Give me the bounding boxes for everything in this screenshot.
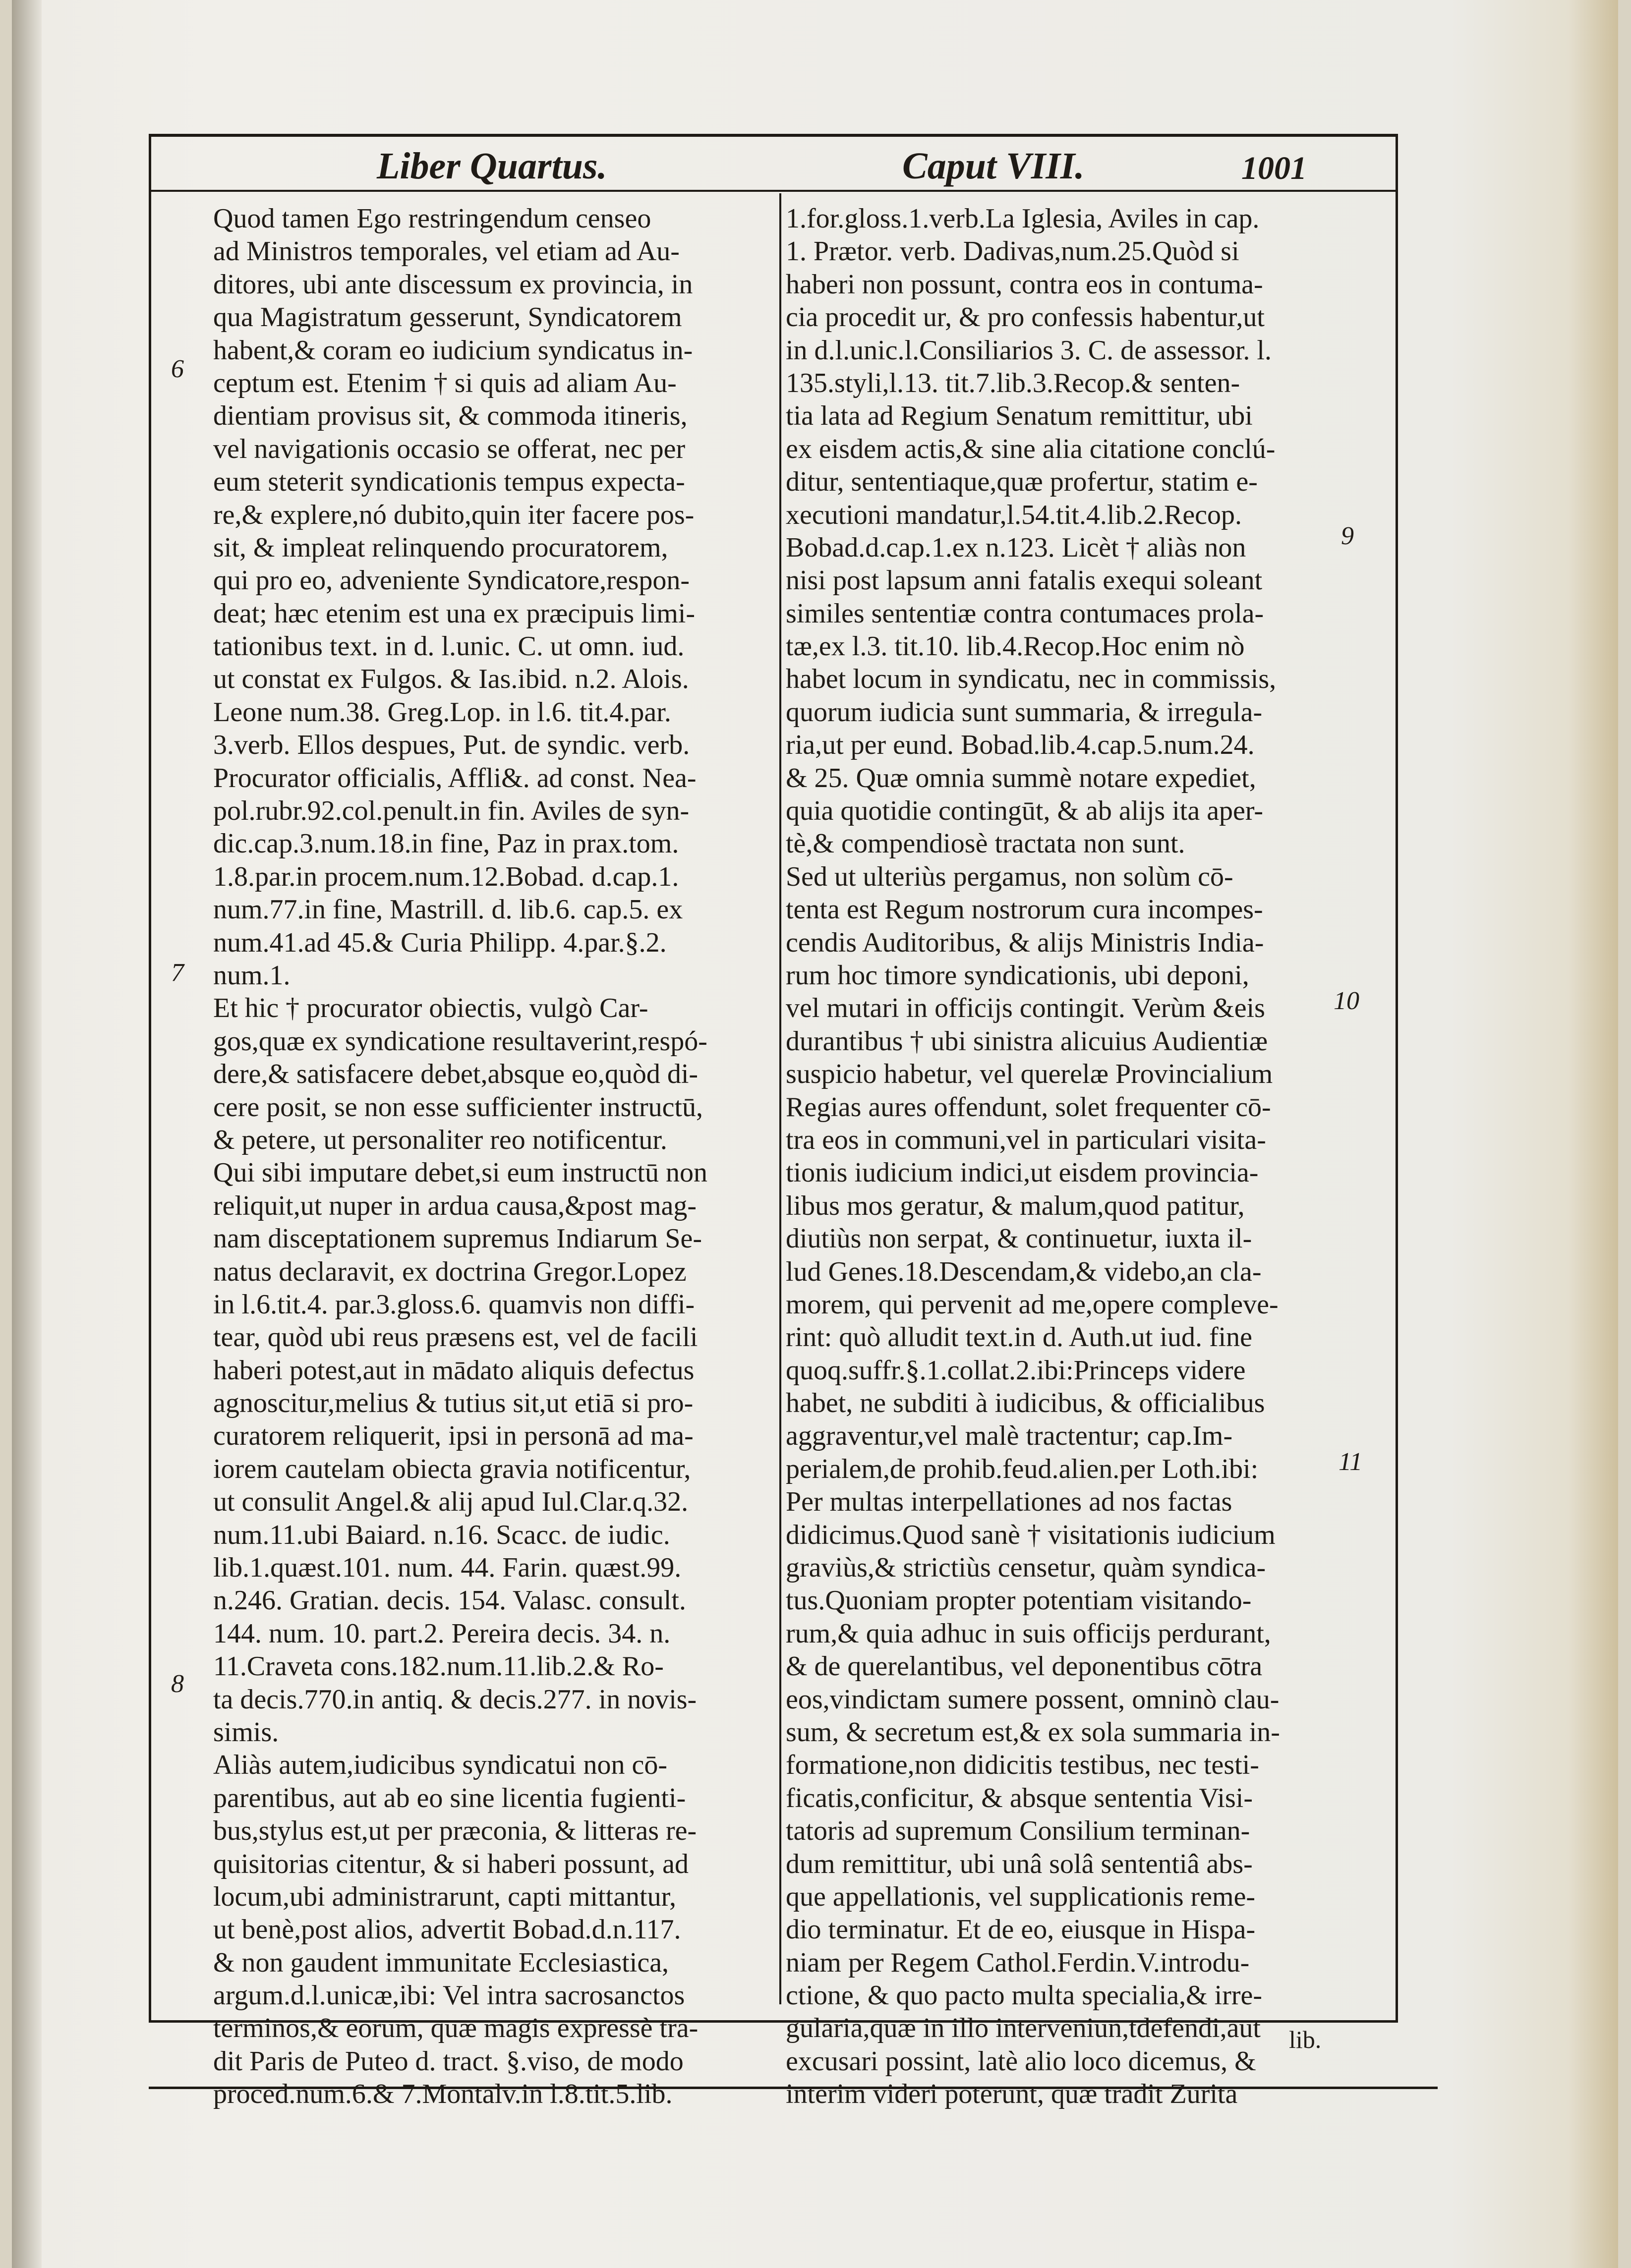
text-line: ex eisdem actis,& sine alia citatione conclú-	[786, 433, 1276, 464]
margin-number-6: 6	[171, 355, 184, 383]
text-line: 144. num. 10. part.2. Pereira decis. 34. n.	[213, 1618, 671, 1649]
text-line: tè,& compendiosè tractata non sunt.	[786, 828, 1185, 859]
text-line: xecutioni mandatur,l.54.tit.4.lib.2.Recop.	[786, 499, 1242, 530]
text-line: dic.cap.3.num.18.in fine, Paz in prax.tom.	[213, 828, 679, 859]
text-line: & petere, ut personaliter reo notificentur.	[213, 1124, 667, 1155]
text-line: excusari possint, latè alio loco dicemus, &	[786, 2045, 1256, 2077]
text-line: Qui sibi imputare debet,si eum instructū non	[213, 1157, 707, 1189]
text-line: qua Magistratum gesserunt, Syndicatorem	[213, 302, 682, 333]
text-line: cendis Auditoribus, & alijs Ministris India-	[786, 927, 1264, 958]
margin-number-8: 8	[171, 1670, 184, 1698]
text-line: num.1.	[213, 960, 291, 991]
text-line: 1. Prætor. verb. Dadivas,num.25.Quòd si	[786, 236, 1239, 267]
text-line: iorem cautelam obiecta gravia notificentur,	[213, 1453, 691, 1484]
text-line: & de querelantibus, vel deponentibus cōtra	[786, 1651, 1263, 1682]
text-line: didicimus.Quod sanè † visitationis iudicium	[786, 1519, 1276, 1550]
running-head-chapter: Caput VIII.	[902, 145, 1085, 187]
text-line: deat; hæc etenim est una ex præcipuis limi-	[213, 598, 695, 629]
text-line: libus mos geratur, & malum,quod patitur,	[786, 1190, 1245, 1221]
text-line: 11.Craveta cons.182.num.11.lib.2.& Ro-	[213, 1651, 664, 1682]
text-line: rint: quò alludit text.in d. Auth.ut iud. fine	[786, 1322, 1253, 1353]
text-line: proced.num.6.& 7.Montalv.in l.8.tit.5.lib.	[213, 2079, 673, 2110]
text-line: quia quotidie contingūt, & ab alijs ita aper-	[786, 795, 1264, 827]
text-line: Leone num.38. Greg.Lop. in l.6. tit.4.par.	[213, 696, 671, 728]
text-line: ad Ministros temporales, vel etiam ad Au-	[213, 236, 680, 267]
text-line: bus,stylus est,ut per præconia, & litteras re-	[213, 1815, 697, 1847]
top-rule	[149, 134, 1398, 137]
text-line: in l.6.tit.4. par.3.gloss.6. quamvis non diffi-	[213, 1289, 695, 1320]
text-line: nisi post lapsum anni fatalis exequi soleant	[786, 565, 1263, 596]
text-line: num.41.ad 45.& Curia Philipp. 4.par.§.2.	[213, 927, 667, 958]
text-line: quisitorias citentur, & si haberi possunt, ad	[213, 1848, 689, 1879]
text-line: tationibus text. in d. l.unic. C. ut omn. iud.	[213, 631, 685, 662]
text-line: dere,& satisfacere debet,absque eo,quòd di-	[213, 1059, 699, 1090]
text-line: que appellationis, vel supplicationis reme-	[786, 1881, 1256, 1912]
right-text-column	[786, 202, 1343, 2111]
running-head-book: Liber Quartus.	[377, 145, 607, 187]
text-line: 1.for.gloss.1.verb.La Iglesia, Aviles in cap.	[786, 203, 1260, 234]
text-line: Aliàs autem,iudicibus syndicatui non cō-	[213, 1750, 668, 1781]
text-line: ditur, sententiaque,quæ profertur, statim e-	[786, 466, 1258, 498]
text-line: parentibus, aut ab eo sine licentia fugienti-	[213, 1782, 686, 1814]
text-line: rum hoc timore syndicationis, ubi deponi,	[786, 960, 1249, 991]
text-line: tatoris ad supremum Consilium terminan-	[786, 1815, 1250, 1847]
text-line: vel navigationis occasio se offerat, nec per	[213, 433, 686, 464]
text-line: 3.verb. Ellos despues, Put. de syndic. verb.	[213, 730, 690, 761]
text-line: lud Genes.18.Descendam,& videbo,an cla-	[786, 1256, 1262, 1287]
text-line: tenta est Regum nostrorum cura incompes-	[786, 894, 1263, 925]
column-divider	[779, 193, 781, 2004]
text-line: quoq.suffr.§.1.collat.2.ibi:Princeps videre	[786, 1355, 1246, 1386]
text-line: dio terminatur. Et de eo, eiusque in Hispa-	[786, 1914, 1256, 1945]
text-line: diutiùs non serpat, & continuetur, iuxta il-	[786, 1223, 1252, 1254]
text-line: tionis iudicium indici,ut eisdem provincia-	[786, 1157, 1259, 1189]
text-line: vel mutari in officijs contingit. Verùm &eis	[786, 993, 1265, 1024]
text-line: ut benè,post alios, advertit Bobad.d.n.117.	[213, 1914, 681, 1945]
text-line: ut consulit Angel.& alij apud Iul.Clar.q.32.	[213, 1486, 689, 1518]
text-line: 135.styli,l.13. tit.7.lib.3.Recop.& senten-	[786, 367, 1240, 398]
text-line: n.246. Gratian. decis. 154. Valasc. consult.	[213, 1585, 686, 1616]
text-line: tus.Quoniam propter potentiam visitando-	[786, 1585, 1252, 1616]
text-line: dit Paris de Puteo d. tract. §.viso, de modo	[213, 2045, 684, 2077]
margin-number-10: 10	[1334, 987, 1359, 1015]
left-text-column	[213, 202, 771, 2111]
text-line: habet, ne subditi à iudicibus, & officialibus	[786, 1388, 1265, 1419]
text-line: & 25. Quæ omnia summè notare expediet,	[786, 762, 1256, 794]
text-line: tear, quòd ubi reus præsens est, vel de facili	[213, 1322, 698, 1353]
text-line: gos,quæ ex syndicatione resultaverint,respó-	[213, 1025, 707, 1057]
text-line: natus declaravit, ex doctrina Gregor.Lopez	[213, 1256, 687, 1287]
text-line: Procurator officialis, Affli&. ad const. Nea-	[213, 762, 697, 794]
text-line: lib.1.quæst.101. num. 44. Farin. quæst.99.	[213, 1552, 682, 1584]
text-line: curatorem reliquerit, ipsi in personā ad ma-	[213, 1420, 694, 1452]
text-line: tra eos in communi,vel in particulari visita-	[786, 1124, 1266, 1155]
text-line: qui pro eo, adveniente Syndicatore,respon-	[213, 565, 690, 596]
header-rule	[149, 190, 1398, 192]
text-line: haberi potest,aut in mādato aliquis defectus	[213, 1355, 695, 1386]
text-line: ficatis,conficitur, & absque sententia Visi-	[786, 1782, 1253, 1814]
text-line: nam disceptationem supremus Indiarum Se-	[213, 1223, 702, 1254]
text-line: tæ,ex l.3. tit.10. lib.4.Recop.Hoc enim nò	[786, 631, 1245, 662]
text-line: dum remittitur, ubi unâ solâ sententiâ abs-	[786, 1848, 1253, 1879]
margin-number-9: 9	[1341, 522, 1354, 550]
text-line: cere posit, se non esse sufficienter instructū,	[213, 1091, 703, 1123]
text-line: niam per Regem Cathol.Ferdin.V.introdu-	[786, 1947, 1250, 1978]
catchword: lib.	[1289, 2026, 1322, 2053]
text-line: ut constat ex Fulgos. & Ias.ibid. n.2. Alois.	[213, 664, 689, 695]
text-line: re,& explere,nó dubito,quin iter facere pos-	[213, 499, 695, 530]
text-line: formatione,non didicitis testibus, nec testi-	[786, 1750, 1259, 1781]
text-line: simis.	[213, 1716, 279, 1748]
text-line: agnoscitur,melius & tutius sit,ut etiā si pro-	[213, 1388, 694, 1419]
text-line: in d.l.unic.l.Consiliarios 3. C. de assessor. l.	[786, 335, 1272, 366]
text-line: haberi non possunt, contra eos in contuma-	[786, 269, 1263, 300]
text-line: reliquit,ut nuper in ardua causa,&post mag-	[213, 1190, 697, 1221]
text-line: sum, & secretum est,& ex sola summaria in-	[786, 1716, 1280, 1748]
text-line: ria,ut per eund. Bobad.lib.4.cap.5.num.24.	[786, 730, 1255, 761]
text-line: ctione, & quo pacto multa specialia,& irre-	[786, 1980, 1262, 2011]
text-line: perialem,de prohib.feud.alien.per Loth.ibi:	[786, 1453, 1259, 1484]
text-line: terminos,& eorum, quæ magis expressè tra-	[213, 2013, 699, 2044]
text-line: Bobad.d.cap.1.ex n.123. Licèt † aliàs non	[786, 532, 1246, 563]
text-line: tia lata ad Regium Senatum remittitur, ubi	[786, 400, 1253, 432]
text-line: num.77.in fine, Mastrill. d. lib.6. cap.5. ex	[213, 894, 683, 925]
text-line: Sed ut ulteriùs pergamus, non solùm cō-	[786, 861, 1233, 892]
text-line: interim videri poterunt, quæ tradit Zurita	[786, 2079, 1238, 2110]
margin-number-11: 11	[1339, 1448, 1363, 1476]
text-line: Quod tamen Ego restringendum censeo	[213, 203, 651, 234]
text-line: eum steterit syndicationis tempus expecta-	[213, 466, 685, 498]
text-line: sit, & impleat relinquendo procuratorem,	[213, 532, 668, 563]
page-number: 1001	[1241, 150, 1307, 186]
text-line: ta decis.770.in antiq. & decis.277. in novis-	[213, 1684, 697, 1715]
text-line: similes sententiæ contra contumaces prola-	[786, 598, 1264, 629]
text-line: gularia,quæ in illo interveniun,tdefendi,aut	[786, 2013, 1261, 2044]
text-line: habent,& coram eo iudicium syndicatus in-	[213, 335, 693, 366]
text-line: ceptum est. Etenim † si quis ad aliam Au-	[213, 367, 677, 398]
text-line: suspicio habetur, vel querelæ Provincialium	[786, 1059, 1273, 1090]
text-line: Et hic † procurator obiectis, vulgò Car-	[213, 993, 648, 1024]
text-line: argum.d.l.unicæ,ibi: Vel intra sacrosanctos	[213, 1980, 685, 2011]
binding-gutter	[12, 0, 42, 2268]
text-line: habet locum in syndicatu, nec in commissis,	[786, 664, 1277, 695]
text-line: durantibus † ubi sinistra alicuius Audientiæ	[786, 1025, 1268, 1057]
text-line: morem, qui pervenit ad me,opere compleve-	[786, 1289, 1279, 1320]
text-line: aggraventur,vel malè tractentur; cap.Im-	[786, 1420, 1233, 1452]
text-line: Regias aures offendunt, solet frequenter cō-	[786, 1091, 1271, 1123]
text-line: & non gaudent immunitate Ecclesiastica,	[213, 1947, 669, 1978]
text-line: rum,& quia adhuc in suis officijs perdurant,	[786, 1618, 1271, 1649]
text-line: 1.8.par.in procem.num.12.Bobad. d.cap.1.	[213, 861, 679, 892]
margin-number-7: 7	[171, 959, 184, 987]
text-line: dientiam provisus sit, & commoda itineris,	[213, 400, 688, 432]
text-line: eos,vindictam sumere possent, omninò clau-	[786, 1684, 1280, 1715]
text-line: ditores, ubi ante discessum ex provincia, in	[213, 269, 693, 300]
text-line: locum,ubi administrarunt, capti mittantur,	[213, 1881, 677, 1912]
text-line: cia procedit ur, & pro confessis habentur,ut	[786, 302, 1265, 333]
text-line: Per multas interpellationes ad nos factas	[786, 1486, 1232, 1518]
text-line: quorum iudicia sunt summaria, & irregula-	[786, 696, 1263, 728]
text-line: num.11.ubi Baiard. n.16. Scacc. de iudic.	[213, 1519, 670, 1550]
text-line: pol.rubr.92.col.penult.in fin. Aviles de syn-	[213, 795, 690, 827]
text-line: graviùs,& strictiùs censetur, quàm syndica-	[786, 1552, 1266, 1584]
